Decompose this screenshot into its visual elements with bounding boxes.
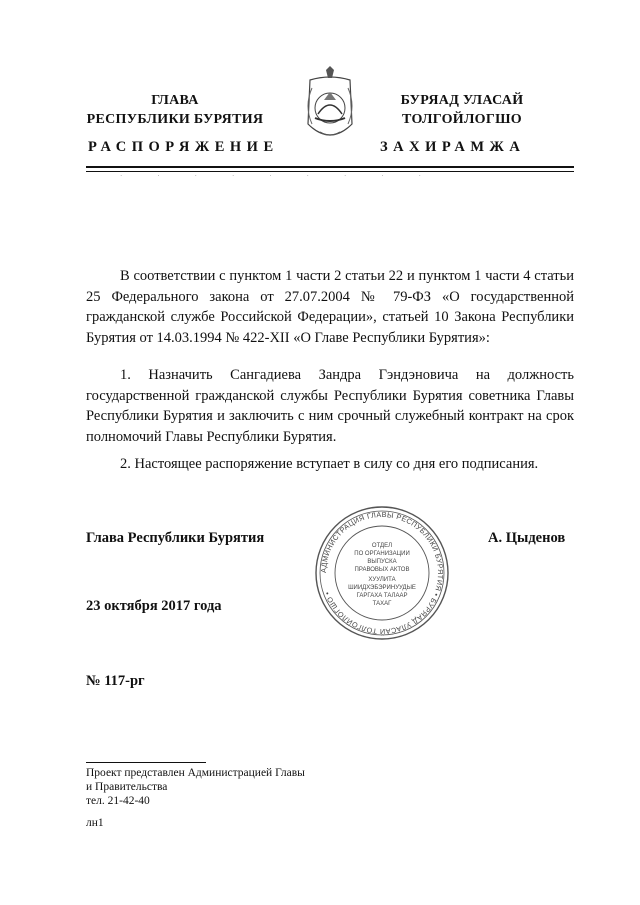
signatory-name: А. Цыденов: [488, 530, 566, 546]
order-item-1: 1. Назначить Сангадиева Зандра Гэндэновича на должность государственной гражданской службы Республики Бурятия советника Главы Республики Бурятия и заключить с ним срочный служебный контракт на срок полномочий Главы Республики Бурятия.: [86, 367, 574, 445]
preamble-paragraph: В соответствии с пунктом 1 части 2 статьи 22 и пунктом 1 части 4 статьи 25 Федерального закона от 27.07.2004 № 79-ФЗ «О государственной гражданской службе Российской Федерации», статьей 10 Закона Республики Бурятия от 14.03.1994 № 422-XII «О Главе Республики Бурятия»:: [86, 268, 574, 346]
round-seal-icon: [312, 503, 452, 643]
seal-line-8: ТАХАГ: [372, 601, 392, 607]
footnote-line-1: Проект представлен Администрацией Главы: [86, 767, 305, 779]
seal-line-5: ХУУЛИТА: [368, 577, 396, 583]
seal-ring-text: АДМИНИСТРАЦИЯ ГЛАВЫ РЕСПУБЛИКИ БУРЯТИЯ • БУРЯАД УЛАСАЙ ТОЛГОЙЛОГШО •: [318, 509, 446, 637]
document-date: 23 октября 2017 года: [86, 598, 222, 614]
seal-line-2: ПО ОРГАНИЗАЦИИ: [354, 551, 410, 557]
document-number: № 117-рг: [86, 673, 145, 689]
header-right: [372, 91, 552, 129]
seal-line-4: ПРАВОВЫХ АКТОВ: [354, 567, 410, 573]
header-left-line1: ГЛАВА: [151, 93, 199, 108]
footnote-divider: [86, 762, 206, 763]
doc-type-russian: РАСПОРЯЖЕНИЕ: [88, 139, 279, 155]
seal-line-7: ГАРГАХА ТАЛААР: [356, 593, 408, 599]
footnote-phone: тел. 21-42-40: [86, 795, 150, 807]
footnote-initials: лн1: [86, 817, 104, 829]
header-right-line1: БУРЯАД УЛАСАЙ: [400, 93, 524, 108]
seal-line-1: ОТДЕЛ: [371, 543, 393, 549]
header-divider: [86, 166, 574, 168]
order-item-2: 2. Настоящее распоряжение вступает в силу со дня его подписания.: [120, 456, 539, 472]
seal-line-6: ШИИДХЭБЭРИНУУДЫЕ: [348, 585, 416, 591]
header-left: [70, 91, 280, 129]
doc-type-buryat: ЗАХИРАМЖА: [380, 139, 526, 155]
coat-of-arms-icon: [298, 66, 362, 154]
header-dotted-line: · · · · · · · · ·: [120, 172, 421, 180]
header-left-line2: РЕСПУБЛИКИ БУРЯТИЯ: [86, 112, 264, 127]
signatory-title: Глава Республики Бурятия: [86, 530, 265, 546]
header-right-line2: ТОЛГОЙЛОГШО: [402, 112, 522, 127]
seal-line-3: ВЫПУСКА: [367, 559, 397, 565]
footnote-line-2: и Правительства: [86, 781, 168, 793]
